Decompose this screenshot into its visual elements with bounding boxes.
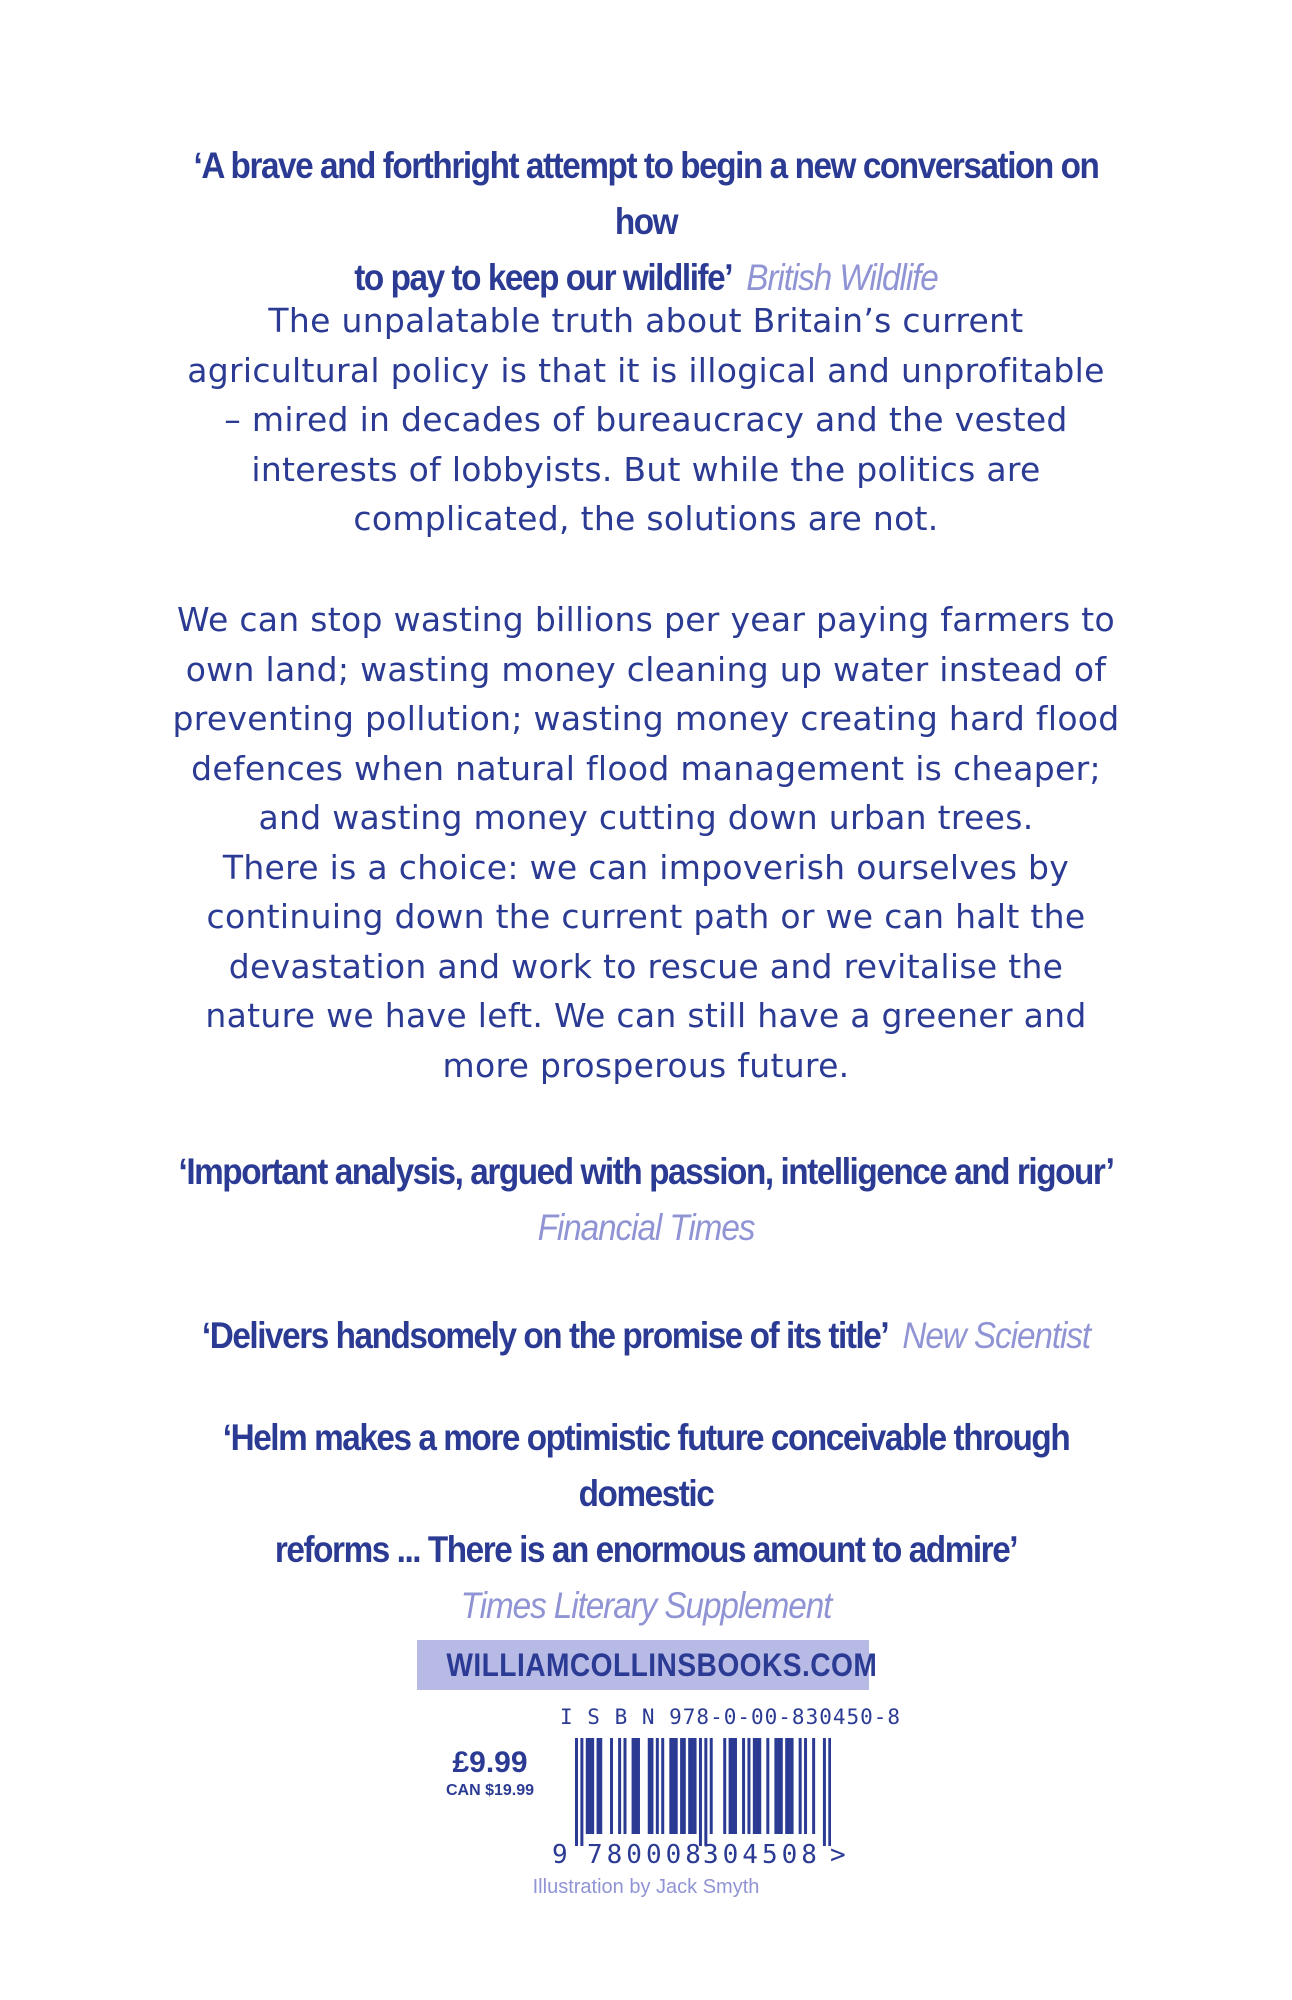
barcode-bar — [699, 1738, 702, 1846]
barcode-bar — [788, 1738, 791, 1834]
barcode-bar — [688, 1738, 691, 1834]
quote-line: reforms ... There is an enormous amount to admire’ — [274, 1529, 1018, 1570]
barcode-bar — [691, 1738, 694, 1834]
barcode-bar — [586, 1738, 589, 1834]
quote-line: to pay to keep our wildlife’ — [354, 257, 731, 298]
barcode-bar — [710, 1738, 713, 1834]
barcode-bar — [672, 1738, 675, 1834]
barcode-bar — [766, 1738, 769, 1834]
blurb-line: agricultural policy is that it is illogical and unprofitable — [187, 350, 1105, 390]
quote-line: ‘A brave and forthright attempt to begin a new conversation on how — [193, 145, 1099, 242]
barcode-bar — [637, 1738, 640, 1834]
barcode-bar — [683, 1738, 686, 1834]
barcode-bar — [650, 1738, 653, 1834]
blurb-line: interests of lobbyists. But while the politics are — [251, 449, 1041, 489]
blurb-line: continuing down the current path or we can halt the — [206, 897, 1086, 936]
quote-source: Financial Times — [537, 1207, 755, 1248]
price-can: CAN $19.99 — [445, 1782, 535, 1799]
barcode-bar — [774, 1738, 777, 1834]
website-link[interactable]: WILLIAMCOLLINSBOOKS.COM — [446, 1647, 878, 1683]
blurb-line: and wasting money cutting down urban trees. — [258, 798, 1034, 837]
quote-source: British Wildlife — [746, 257, 938, 298]
barcode-bar — [694, 1738, 697, 1834]
barcode-bar — [634, 1738, 637, 1834]
barcode-bar — [723, 1738, 726, 1834]
barcode-bar — [753, 1738, 756, 1834]
barcode-icon — [575, 1738, 831, 1846]
barcode-bar — [610, 1738, 613, 1834]
blurb-line: preventing pollution; wasting money creating hard flood — [172, 699, 1120, 738]
blurb-line: complicated, the solutions are not. — [353, 499, 939, 538]
barcode-bar — [828, 1738, 831, 1846]
blurb-line: devastation and work to rescue and revitalise the — [228, 946, 1064, 986]
barcode-bar — [799, 1738, 802, 1834]
barcode-bar — [618, 1738, 621, 1834]
barcode-bar — [791, 1738, 794, 1834]
quote-source: New Scientist — [902, 1315, 1091, 1356]
barcode-bar — [804, 1738, 807, 1834]
review-quote-british-wildlife — [173, 138, 1120, 306]
barcode-bar — [656, 1738, 659, 1834]
barcode-bar — [680, 1738, 683, 1834]
website-banner[interactable] — [417, 1640, 878, 1690]
blurb-line: The unpalatable truth about Britain’s current — [268, 301, 1024, 340]
barcode-bar — [624, 1738, 627, 1834]
barcode-bar — [669, 1738, 672, 1834]
barcode-bar — [758, 1738, 761, 1834]
isbn-label: I S B N 978-0-00-830450-8 — [560, 1705, 902, 1729]
blurb-line: own land; wasting money cleaning up water instead of — [185, 649, 1107, 689]
barcode-bar — [591, 1738, 594, 1834]
blurb-line: defences when natural flood management is cheaper; — [191, 748, 1101, 788]
blurb-line: nature we have left. We can still have a greener and — [205, 996, 1087, 1035]
barcode-right-digits: 304508 — [703, 1840, 821, 1870]
blurb-line: more prosperous future. — [442, 1045, 850, 1085]
barcode-bar — [731, 1738, 734, 1834]
barcode-bar — [597, 1738, 600, 1834]
blurb-paragraph-1 — [130, 296, 1162, 544]
barcode-marker: > — [830, 1840, 850, 1870]
barcode-bar — [780, 1738, 783, 1834]
barcode-bar — [661, 1738, 664, 1834]
barcode-bar — [704, 1738, 707, 1846]
price-uk: £9.99 — [452, 1746, 528, 1779]
barcode-bar — [734, 1738, 737, 1834]
blurb-paragraph-2 — [130, 595, 1162, 1090]
barcode-bar — [756, 1738, 759, 1834]
barcode-bar — [812, 1738, 815, 1834]
barcode-bar — [632, 1738, 635, 1834]
barcode-bar — [599, 1738, 602, 1834]
barcode-bar — [823, 1738, 826, 1846]
review-quote-financial-times — [173, 1144, 1120, 1256]
barcode-bar — [742, 1738, 745, 1834]
quote-line: ‘Helm makes a more optimistic future conceivable through domestic — [222, 1417, 1070, 1514]
illustration-credit: Illustration by Jack Smyth — [532, 1876, 760, 1898]
barcode-bar — [729, 1738, 732, 1834]
quote-line: ‘Important analysis, argued with passion, intelligence and rigour’ — [178, 1151, 1114, 1192]
barcode-bar — [588, 1738, 591, 1834]
barcode-bar — [580, 1738, 583, 1846]
barcode-bar — [777, 1738, 780, 1834]
barcode-left-digits: 780008 — [587, 1840, 705, 1870]
review-quote-new-scientist — [173, 1308, 1120, 1364]
quote-line: ‘Delivers handsomely on the promise of its title’ — [201, 1315, 887, 1356]
blurb-line: – mired in decades of bureaucracy and the vested — [224, 400, 1068, 439]
barcode-bar — [785, 1738, 788, 1834]
barcode-bar — [675, 1738, 678, 1834]
blurb-line: We can stop wasting billions per year paying farmers to — [176, 600, 1116, 639]
barcode-bar — [747, 1738, 750, 1834]
barcode-first-digit: 9 — [552, 1840, 572, 1870]
blurb-line: There is a choice: we can impoverish ourselves by — [222, 847, 1070, 887]
review-quote-times-literary-supplement — [173, 1410, 1120, 1634]
barcode-bar — [648, 1738, 651, 1834]
quote-source: Times Literary Supplement — [460, 1585, 832, 1626]
barcode-bar — [575, 1738, 578, 1846]
